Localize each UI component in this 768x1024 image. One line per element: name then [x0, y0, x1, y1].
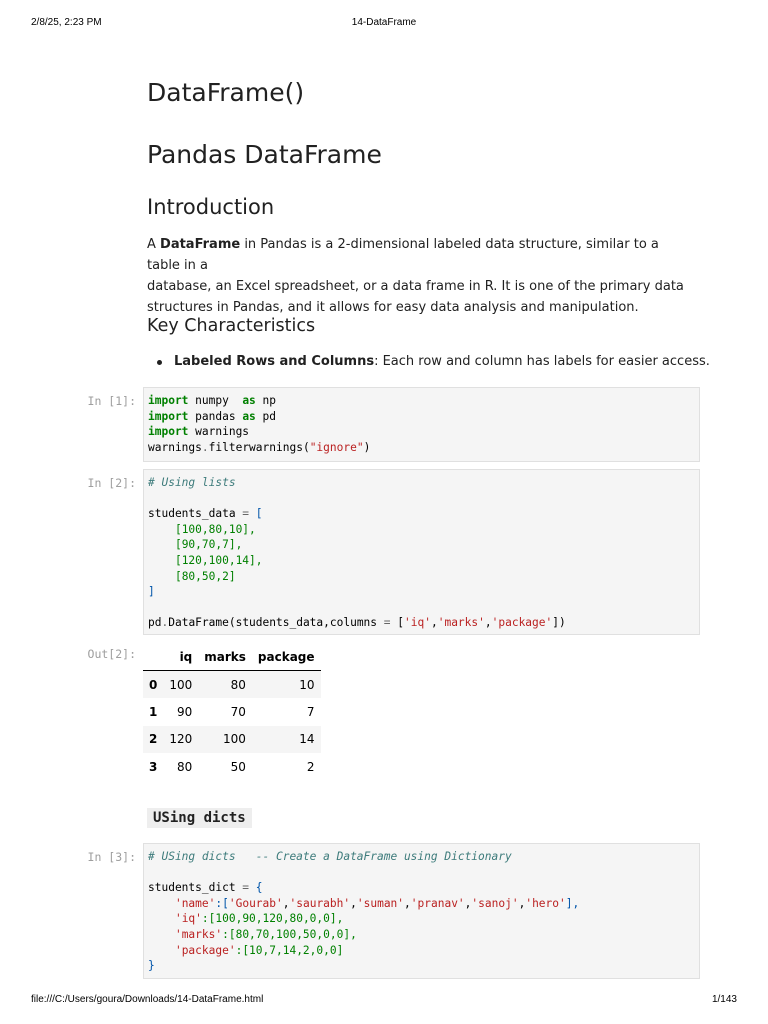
bullet-bold: Labeled Rows and Columns	[174, 354, 375, 369]
print-title: 14-DataFrame	[351, 17, 417, 28]
code-cell-3[interactable]: # USing dicts -- Create a DataFrame using Dictionary students_dict = { 'name':['Gourab','saurabh','suman','pranav','sanoj','hero'], 'iq':[100,90,120,80,0,0], 'marks':[80,70,100,50,0,0], 'package':[10,7,14,2,0,0] }	[143, 843, 700, 979]
table-row	[143, 753, 321, 781]
print-footer	[0, 994, 768, 1008]
row-index: 0	[149, 677, 158, 692]
cell-package: 14	[299, 732, 315, 747]
intro-bold-term: DataFrame	[160, 237, 241, 252]
cell-iq: 120	[169, 732, 193, 747]
intro-line-2: database, an Excel spreadsheet, or a data frame in R. It is one of the primary data	[147, 279, 684, 294]
heading-pandas-dataframe: Pandas DataFrame	[147, 140, 382, 169]
output-2-prompt: Out[2]:	[87, 647, 136, 661]
table-row	[143, 698, 321, 726]
cell-package: 10	[299, 677, 315, 692]
cell-marks: 70	[230, 704, 246, 719]
cell-3-prompt: In [3]:	[87, 850, 136, 864]
heading-introduction: Introduction	[147, 195, 275, 219]
intro-line-3: structures in Pandas, and it allows for easy data analysis and manipulation.	[147, 300, 639, 315]
output-dataframe-table	[143, 643, 321, 781]
bullet-text: : Each row and column has labels for easier access.	[374, 354, 710, 369]
heading-using-dicts: USing dicts	[147, 808, 252, 828]
row-index: 1	[149, 704, 158, 719]
row-index: 2	[149, 732, 158, 747]
cell-marks: 100	[223, 732, 246, 747]
cell-marks: 50	[230, 759, 246, 774]
row-index: 3	[149, 759, 158, 774]
cell-package: 2	[306, 759, 315, 774]
code-cell-2[interactable]: # Using lists students_data = [ [100,80,10], [90,70,7], [120,100,14], [80,50,2] ] pd.DataFrame(students_data,columns = ['iq','marks','package'])	[143, 469, 700, 635]
print-file-path: file:///C:/Users/goura/Downloads/14-DataFrame.html	[31, 994, 264, 1005]
table-header-marks: marks	[198, 643, 252, 671]
code-cell-1[interactable]: import numpy as np import pandas as pd import warnings warnings.filterwarnings("ignore")	[143, 387, 700, 462]
print-header	[0, 17, 768, 31]
cell-1-prompt: In [1]:	[87, 394, 136, 408]
table-header-index	[143, 643, 163, 671]
heading-key-characteristics: Key Characteristics	[147, 316, 316, 336]
table-row	[143, 671, 321, 699]
heading-dataframe: DataFrame()	[147, 78, 305, 107]
cell-iq: 80	[176, 759, 193, 774]
table-header-row	[143, 643, 321, 671]
cell-marks: 80	[230, 677, 246, 692]
cell-2-prompt: In [2]:	[87, 476, 136, 490]
table-header-package: package	[252, 643, 321, 671]
intro-paragraph	[147, 234, 687, 318]
intro-line-1: A DataFrame in Pandas is a 2-dimensional labeled data structure, similar to a table in a	[147, 237, 659, 273]
cell-package: 7	[306, 704, 315, 719]
print-page-number: 1/143	[711, 994, 737, 1005]
cell-iq: 90	[176, 704, 193, 719]
table-header-iq: iq	[163, 643, 198, 671]
bullet-dot-icon	[157, 360, 162, 365]
table-row	[143, 726, 321, 754]
print-datetime: 2/8/25, 2:23 PM	[31, 17, 102, 28]
cell-iq: 100	[169, 677, 193, 692]
